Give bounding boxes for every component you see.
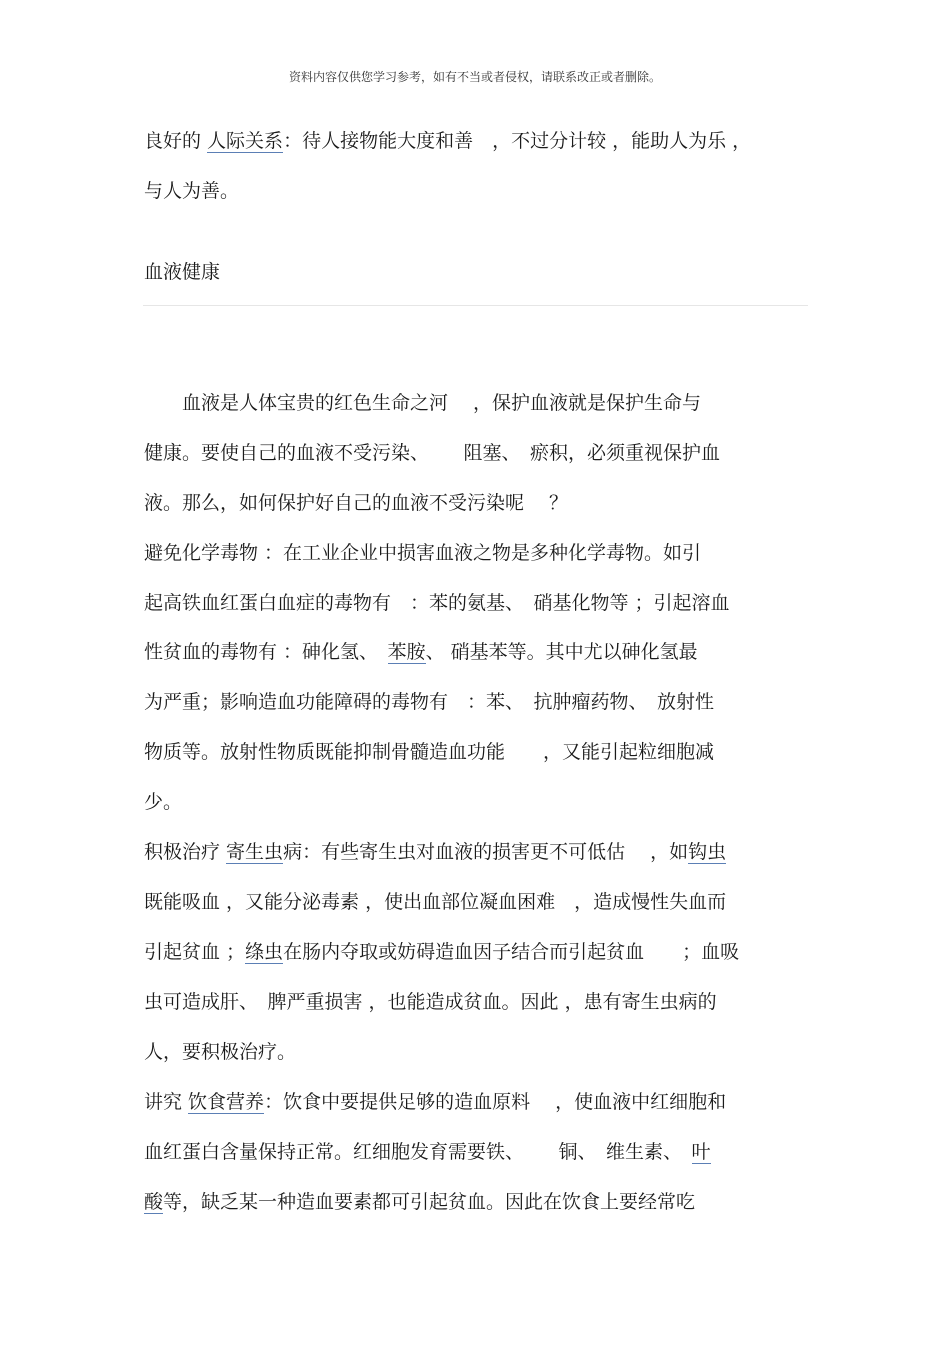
term-link[interactable]: 饮食营养 [188,1091,265,1113]
text-line [144,890,810,914]
text-segment: 讲究 [144,1091,189,1113]
page-header-disclaimer: 资料内容仅供您学习参考，如有不当或者侵权，请联系改正或者删除。 [288,70,661,84]
text-line [144,541,810,565]
text-segment: 等，缺乏某一种造血要素都可引起贫血。因此在饮食上要经常吃 [163,1191,696,1213]
text-segment: 起高铁血红蛋白血症的毒物有 ：苯的氨基、 硝基化物等 ；引起溶血 [144,592,730,614]
text-line [144,179,810,203]
text-segment: 、 硝基苯等。其中尤以砷化氢最 [425,641,698,663]
text-line [144,940,810,964]
text-line [144,391,810,415]
text-line [144,640,810,664]
text-segment: 与人为善。 [144,180,240,202]
text-line [144,441,810,465]
text-line [144,690,810,714]
text-line [144,1090,810,1114]
text-line [144,491,810,515]
text-line [144,990,810,1014]
text-segment: 性贫血的毒物有 ：砷化氢、 [144,641,388,663]
term-link[interactable]: 苯胺 [387,641,426,663]
term-link[interactable]: 钩虫 [688,841,727,863]
text-segment: ：待人接物能大度和善 ，不过分计较 ，能助人为乐 ， [283,130,752,152]
text-segment: 避免化学毒物 ：在工业企业中损害血液之物是多种化学毒物。如引 [144,542,702,564]
text-segment: 良好的 [144,130,208,152]
text-line [144,1190,810,1214]
text-line [144,129,810,153]
text-line [144,740,810,764]
text-line [144,591,810,615]
section-divider [143,305,808,306]
term-link[interactable]: 酸 [144,1191,164,1213]
text-segment: 为严重；影响造血功能障碍的毒物有 ：苯、 抗肿瘤药物、 放射性 [144,691,715,713]
text-segment: 健康。要使自己的血液不受污染、 阻塞、 瘀积，必须重视保护血 [144,442,721,464]
text-line [144,790,810,814]
text-line [144,840,810,864]
text-segment: 积极治疗 [144,841,227,863]
text-segment: 人，要积极治疗。 [144,1041,297,1063]
term-link[interactable]: 绦虫 [245,941,284,963]
text-segment: 液。那么，如何保护好自己的血液不受污染呢 ？ [144,492,569,514]
text-segment: 虫可造成肝、 脾严重损害 ，也能造成贫血。因此 ，患有寄生虫病的 [144,991,717,1013]
text-line [144,1140,810,1164]
text-line [144,1040,810,1064]
term-link[interactable]: 寄生虫 [226,841,284,863]
text-segment: 病：有些寄生虫对血液的损害更不可低估 ，如 [283,841,689,863]
text-segment: 既能吸血 ，又能分泌毒素 ，使出血部位凝血困难 ，造成慢性失血而 [144,891,727,913]
text-segment: 少。 [144,791,183,813]
text-segment: 物质等。放射性物质既能抑制骨髓造血功能 ，又能引起粒细胞减 [144,741,715,763]
text-segment: 血红蛋白含量保持正常。红细胞发育需要铁、 铜、 维生素、 [144,1141,692,1163]
text-segment: 在肠内夺取或妨碍造血因子结合而引起贫血 ；血吸 [283,941,740,963]
text-segment: 血液是人体宝贵的红色生命之河 ，保护血液就是保护生命与 [144,392,702,414]
text-segment: ：饮食中要提供足够的造血原料 ，使血液中红细胞和 [264,1091,727,1113]
section-title: 血液健康 [144,261,221,283]
text-segment: 引起贫血 ； [144,941,246,963]
term-link[interactable]: 叶 [691,1141,711,1163]
term-link[interactable]: 人际关系 [207,130,284,152]
